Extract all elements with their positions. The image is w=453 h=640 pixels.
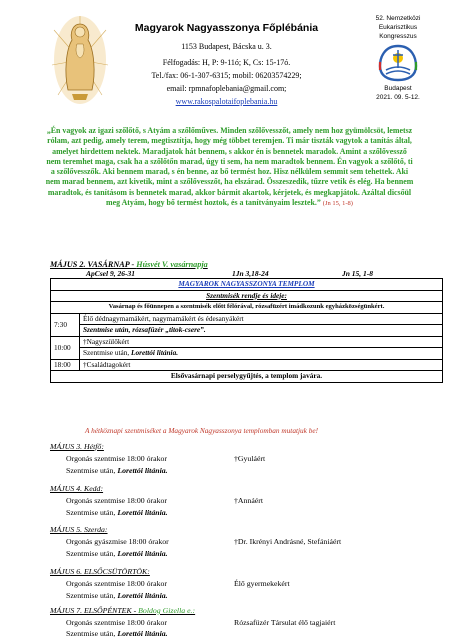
mass-extra: Szentmise után, rózsafüzér „titok-csere”. xyxy=(80,325,443,337)
day-litany-line: Szentmise után, Lorettói litánia. xyxy=(66,466,168,475)
mass-intention: †Családtagokért xyxy=(80,359,443,371)
day-litany-line: Szentmise után, Lorettói litánia. xyxy=(66,549,168,558)
phone-line: Tel./fax: 06-1-307-6315; mobil: 06203574229; xyxy=(151,71,302,80)
day-litany-line: Szentmise után, Lorettói litánia. xyxy=(66,629,168,638)
day-mass-line: Orgonás gyászmise 18:00 órakor xyxy=(66,537,169,546)
congress-line-3: Kongresszus xyxy=(379,33,417,40)
sunday-feast: Húsvét V. vasárnapja xyxy=(136,260,208,269)
mass-intention: †Nagyszülőkért xyxy=(80,336,443,348)
day-heading: MÁJUS 3. Hétfő: xyxy=(50,442,104,451)
congress-line-2: Eukarisztikus xyxy=(378,24,418,31)
office-hours: Félfogadás: H, P: 9-11ó; K, Cs: 15-17ó. xyxy=(162,58,291,67)
reading-3: Jn 15, 1-8 xyxy=(342,269,374,278)
table-row xyxy=(51,336,443,348)
mass-time: 18:00 xyxy=(51,359,80,371)
rosary-note: Vasárnap és főünnepen a szentmisék előtt félórával, rózsafüzért imádkozunk egyházközségünkért. xyxy=(51,302,443,314)
weekday-intro: A hétköznapi szentmiséket a Magyarok Nagyasszonya templomban mutatjuk be! xyxy=(85,426,319,435)
mass-time: 7:30 xyxy=(51,313,80,336)
day-mass-line: Orgonás szentmise 18:00 órakor xyxy=(66,496,167,505)
day-heading: MÁJUS 6. ELSŐCSÜTÖRTÖK: xyxy=(50,567,150,576)
day-heading: MÁJUS 7. ELSŐPÉNTEK - Boldog Gizella e.: xyxy=(50,606,196,615)
gospel-quote xyxy=(44,126,415,209)
church-name: MAGYAROK NAGYASSZONYA TEMPLOM xyxy=(51,279,443,291)
congress-line-1: 52. Nemzetközi xyxy=(375,15,421,22)
parish-address: 1153 Budapest, Bácska u. 3. xyxy=(181,42,272,51)
collection-note: Elsővasárnapi perselygyűjtés, a templom javára. xyxy=(51,371,443,383)
table-row xyxy=(51,359,443,371)
day-heading: MÁJUS 4. Kedd: xyxy=(50,484,104,493)
table-row xyxy=(51,313,443,325)
day-intention: †Dr. Ikrényi Andrásné, Stefániáért xyxy=(234,537,342,546)
day-mass-line: Orgonás szentmise 18:00 órakor xyxy=(66,454,167,463)
gospel-reference: (Jn 15, 1-8) xyxy=(322,200,353,208)
table-row xyxy=(51,302,443,314)
congress-date: 2021. 09. 5-12. xyxy=(376,94,420,101)
congress-logo-icon xyxy=(378,44,418,82)
website-link[interactable]: www.rakospalotaifoplebania.hu xyxy=(175,97,278,106)
sunday-heading xyxy=(50,260,208,269)
table-row xyxy=(51,371,443,383)
day-mass-line: Orgonás szentmise 18:00 órakor xyxy=(66,579,167,588)
mass-order-title: Szentmisék rendje és ideje: xyxy=(51,290,443,302)
email-line: email: rpmnafoplebania@gmail.com; xyxy=(166,84,287,93)
congress-city: Budapest xyxy=(384,85,412,92)
table-row xyxy=(51,325,443,337)
mass-time: 10:00 xyxy=(51,336,80,359)
day-heading: MÁJUS 5. Szerda: xyxy=(50,525,108,534)
day-litany-line: Szentmise után, Lorettói litánia. xyxy=(66,591,168,600)
day-intention: †Annáért xyxy=(234,496,264,505)
congress-block xyxy=(352,14,444,102)
mass-intention: Élő dédnagymamákért, nagymamákért és édesanyákért xyxy=(80,313,443,325)
table-row xyxy=(51,348,443,360)
day-intention: Élő gyermekekért xyxy=(234,579,290,588)
day-mass-line: Orgonás szentmise 18:00 órakor xyxy=(66,618,167,627)
day-intention: Rózsafüzér Társulat élő tagjaiért xyxy=(234,618,336,627)
day-litany-line: Szentmise után, Lorettói litánia. xyxy=(66,508,168,517)
sunday-mass-table xyxy=(50,278,443,383)
reading-1: ApCsel 9, 26-31 xyxy=(86,269,135,278)
parish-title: Magyarok Nagyasszonya Főplébánia xyxy=(134,22,319,34)
day-intention: †Gyuláért xyxy=(234,454,266,463)
reading-2: 1Jn 3,18-24 xyxy=(232,269,269,278)
table-row xyxy=(51,279,443,291)
sunday-date: MÁJUS 2. VASÁRNAP - xyxy=(50,260,137,269)
table-row xyxy=(51,290,443,302)
gospel-quote-text: „Én vagyok az igazi szőlőtő, s Atyám a szőlőműves. Minden szőlővesszőt, amely nem hoz gyümölcsöt, lemetsz rólam, azt pedig, amely terem, megtisztítja, hogy még többet teremjen. Ti már tiszták vagytok a tanítás által, amelyet hirdettem nektek. Maradjatok hát bennem, s akkor én is bennetek maradok. Amint a szőlővessző nem teremhet maga, csak ha a szőlőtőn marad, úgy ti sem, ha nem maradtok bennem. Én vagyok a szőlőtő, ti a szőlővesszők. Aki bennem marad, s én benne, az bő termést hoz. Hisz nélkülem semmit sem tehettek. Aki nem marad bennem, azt kivetik, mint a szőlővesszőt, ha elszárad. Összeszedik, tűzre vetik és elég. Ha bennem maradtok, és tanításom is bennetek marad, akkor bármit akartok, kérjetek, és megkapjátok. Azáltal dicsőül meg Atyám, hogy bő termést hoztok, és a tanítványaim lesztek.” xyxy=(45,126,414,208)
mass-extra: Szentmise után, Lorettói litánia. xyxy=(80,348,443,360)
